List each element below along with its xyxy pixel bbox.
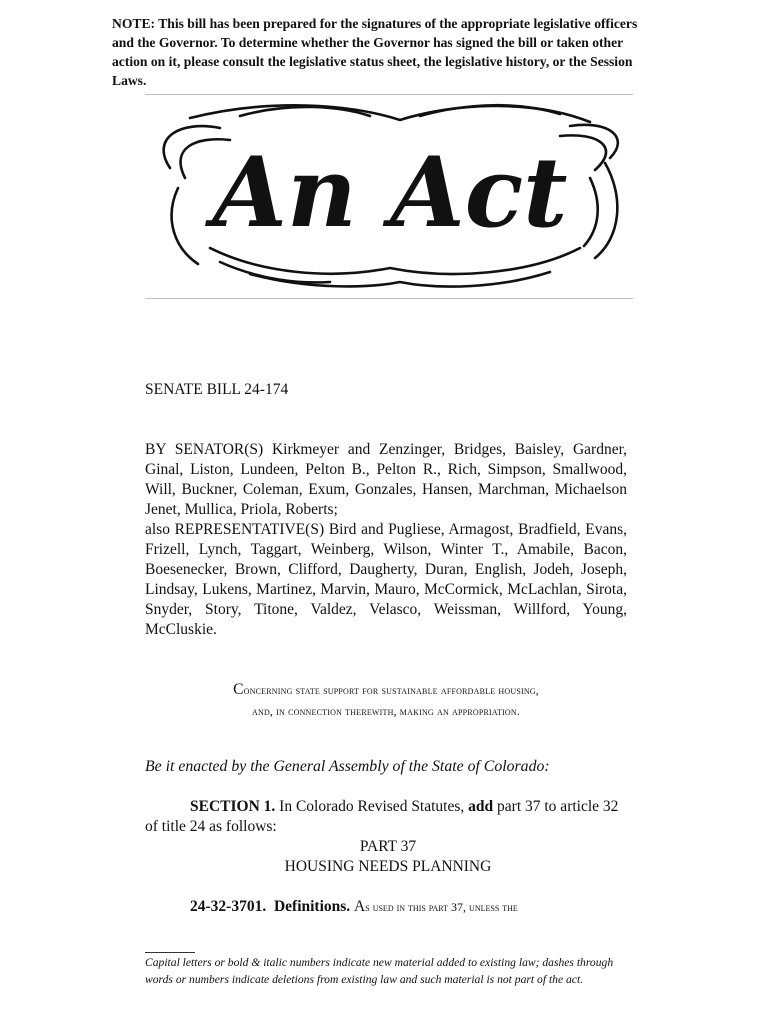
- footnote: Capital letters or bold & italic numbers indicate new material added to existing law; dashes through words or numbers indicate deletions from existing law and such material is not part of the act.: [145, 956, 614, 986]
- definitions-initial: A: [354, 898, 366, 915]
- definitions-text: s used in this part 37, unless the: [365, 900, 518, 914]
- enacting-clause: Be it enacted by the General Assembly of the State of Colorado:: [145, 758, 550, 775]
- part-number: PART 37: [359, 838, 417, 855]
- section-1-intro: [145, 797, 631, 837]
- banner-bottom-rule: [145, 298, 633, 299]
- title-line-2: and, in connection therewith, making an appropriation.: [252, 705, 520, 718]
- bill-title: [145, 679, 627, 722]
- title-line-1: oncerning state support for sustainable affordable housing,: [243, 684, 539, 697]
- section-1: [145, 797, 631, 877]
- add-keyword: add: [468, 798, 494, 815]
- bill-number: SENATE BILL 24-174: [145, 381, 289, 398]
- title-initial: C: [233, 681, 244, 698]
- section-1-heading: SECTION 1.: [190, 798, 276, 815]
- footnote-rule: [145, 952, 195, 953]
- an-act-title: An Act: [212, 136, 568, 249]
- definitions-heading: [190, 898, 518, 916]
- an-act-banner: [150, 98, 630, 294]
- senate-sponsors: BY SENATOR(S) Kirkmeyer and Zenzinger, Bridges, Baisley, Gardner, Ginal, Liston, Lundeen, Pelton B., Pelton R., Rich, Simpson, Smallwood, Will, Buckner, Coleman, Exum, Gonzales, Hansen, Marchman, Michaelson Jenet, Mullica, Priola, Roberts;: [145, 441, 627, 518]
- legislative-note: NOTE: This bill has been prepared for the signatures of the appropriate legislative officers and the Governor. To determine whether the Governor has signed the bill or taken other action on it, please consult the legislative status sheet, the legislative history, or the Session Laws.: [112, 16, 638, 88]
- statute-number: 24-32-3701.: [190, 898, 267, 915]
- an-act-logo: [150, 98, 630, 294]
- definitions-title: Definitions.: [273, 898, 351, 915]
- sponsor-list: [145, 440, 627, 640]
- house-sponsors: also REPRESENTATIVE(S) Bird and Pugliese, Armagost, Bradfield, Evans, Frizell, Lynch, Taggart, Weinberg, Wilson, Winter T., Amabile, Bacon, Boesenecker, Brown, Clifford, Daugherty, Duran, English, Jodeh, Joseph, Lindsay, Lukens, Martinez, Marvin, Mauro, McCormick, McLachlan, Sirota, Snyder, Story, Titone, Valdez, Velasco, Weissman, Willford, Young, McCluskie.: [145, 521, 627, 638]
- section-1-text-b: part 37 to article 32 of title 24 as follows:: [145, 798, 619, 835]
- banner-top-rule: [145, 94, 633, 95]
- section-1-text-a: In Colorado Revised Statutes,: [275, 798, 469, 815]
- part-title: HOUSING NEEDS PLANNING: [284, 858, 492, 875]
